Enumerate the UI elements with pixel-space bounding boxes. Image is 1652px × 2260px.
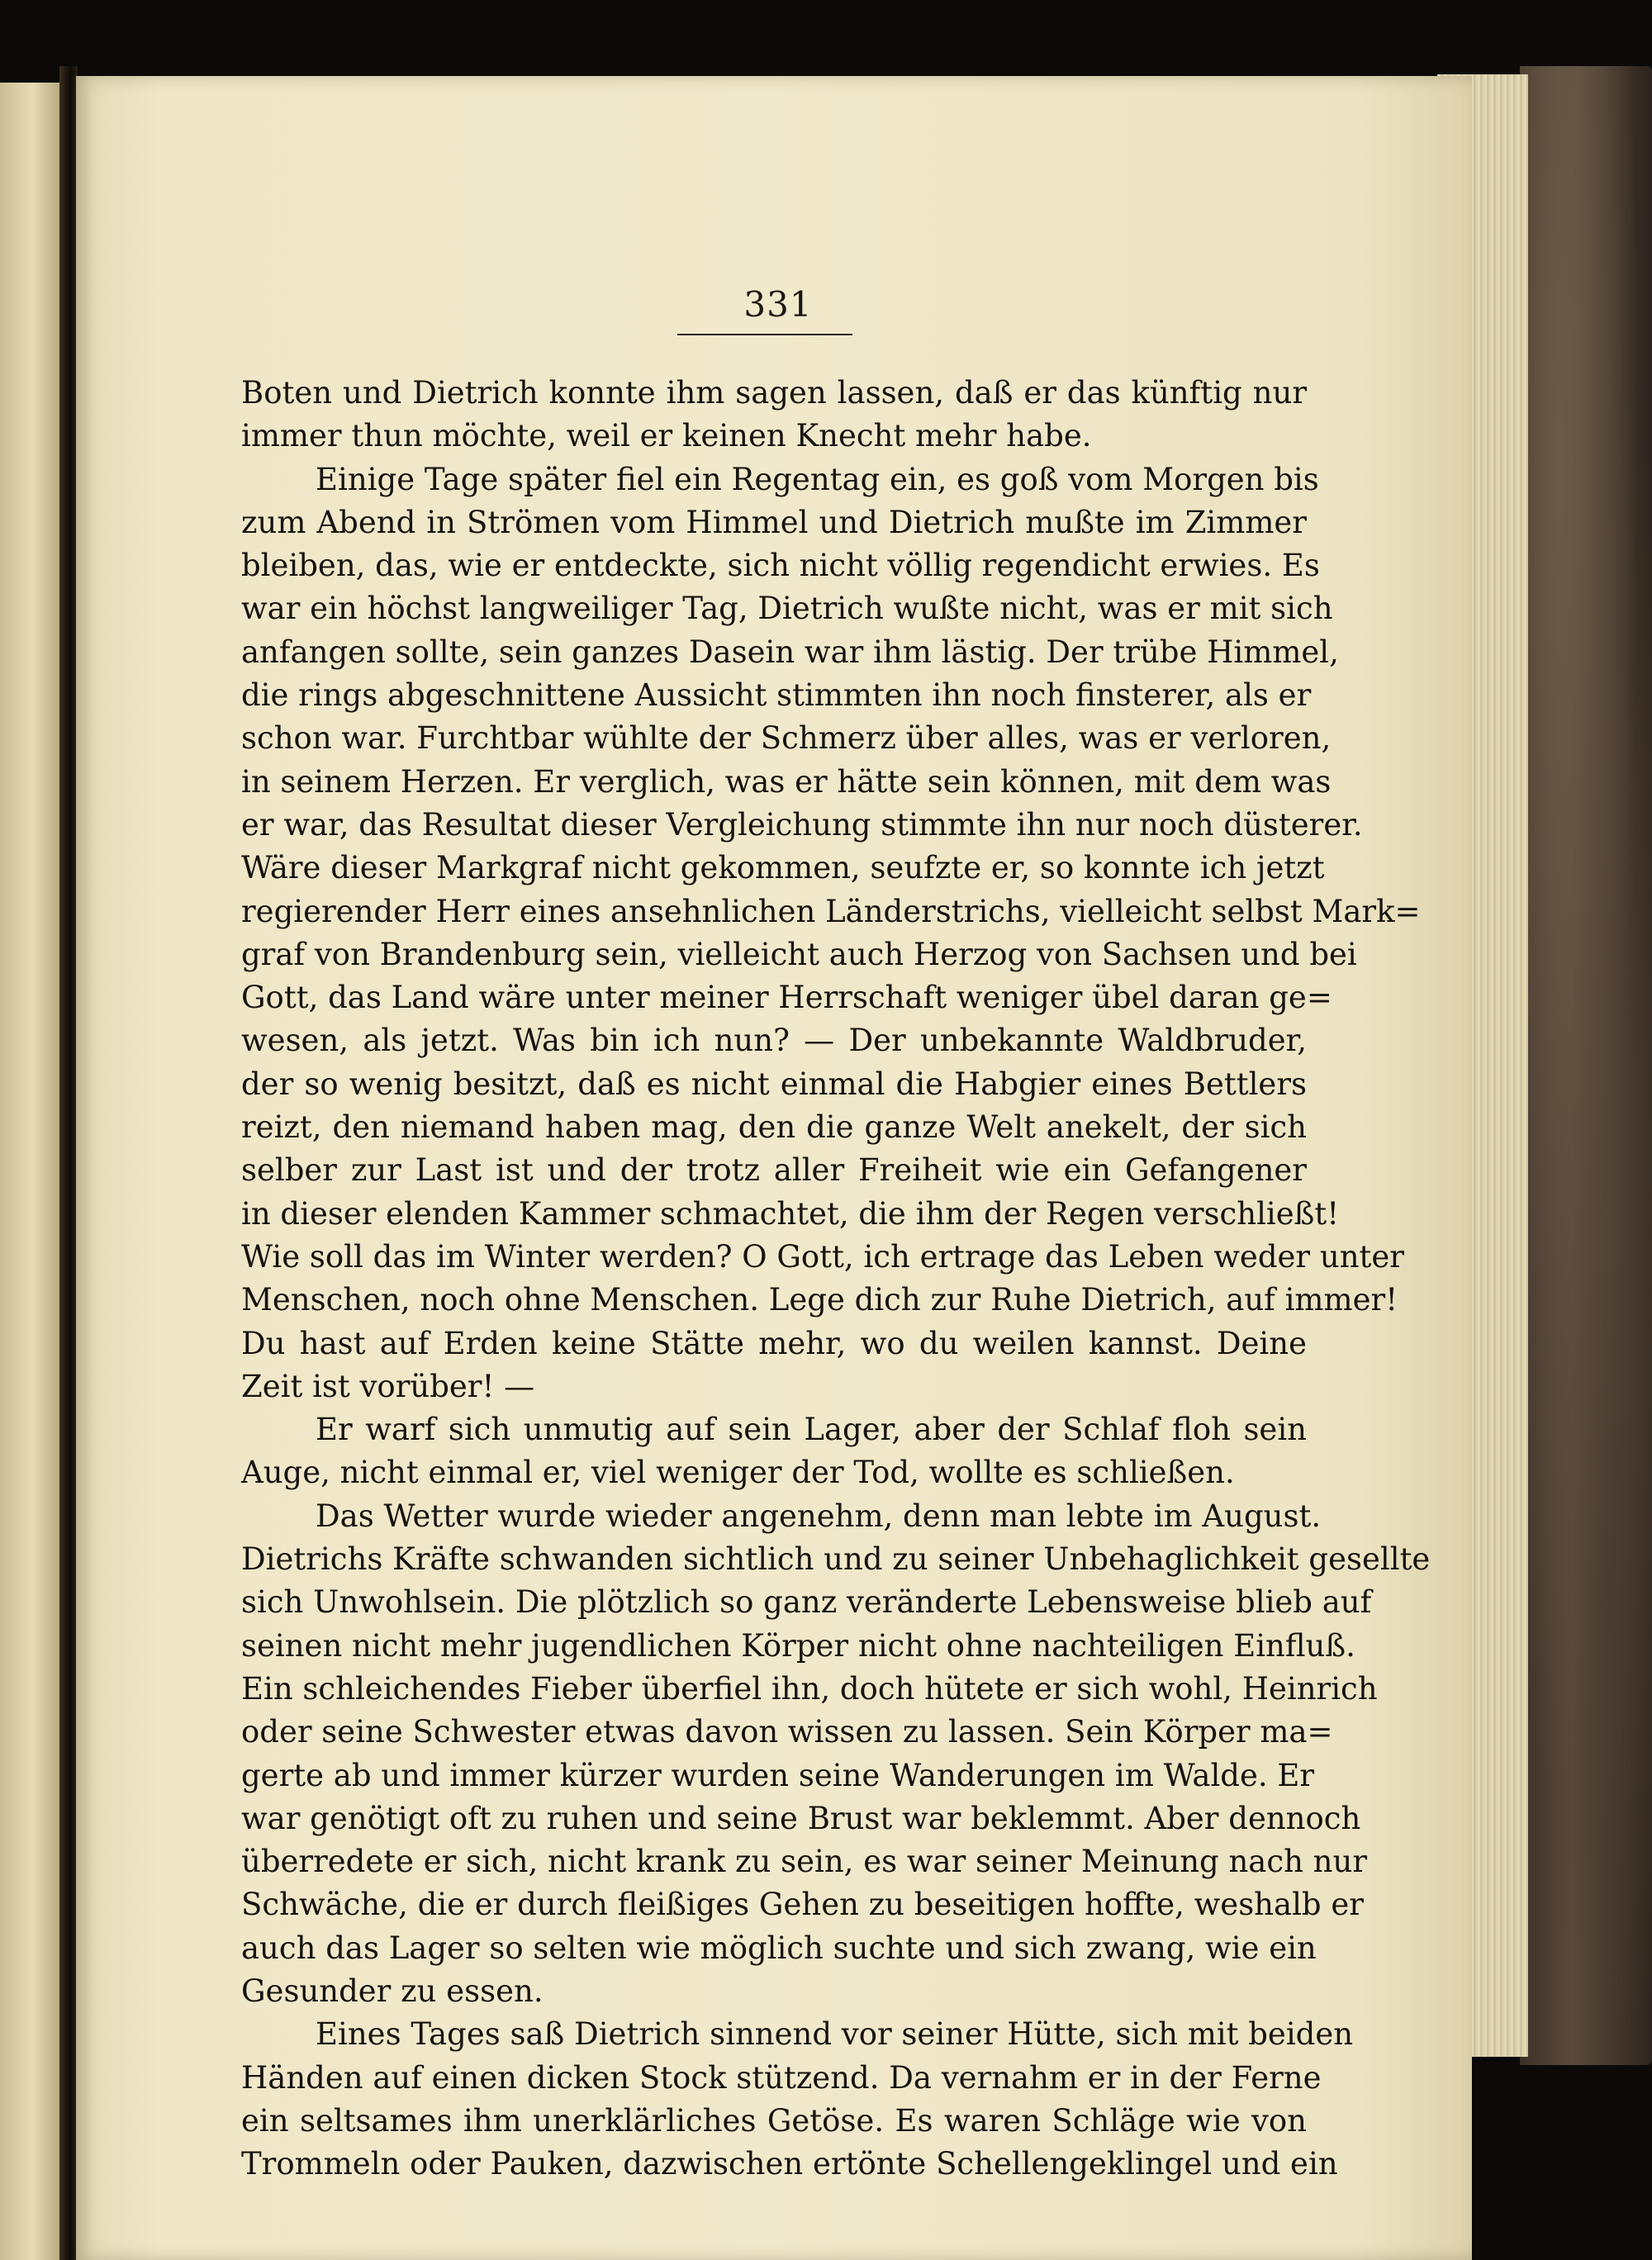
page-number: 331 [743,284,813,325]
text-line: Trommeln oder Pauken, dazwischen ertönte Schellengeklingel und ein [241,2146,1338,2182]
book-cover [1520,66,1652,2065]
text-line: Das Wetter wurde wieder angenehm, denn man lebte im August. [316,1498,1322,1534]
text-line: Eines Tages saß Dietrich sinnend vor seiner Hütte, sich mit beiden [316,2016,1354,2053]
text-line: Gott, das Land wäre unter meiner Herrschaft weniger übel daran ge= [241,980,1332,1016]
book-page [76,76,1472,2260]
text-line: war genötigt oft zu ruhen und seine Brust war beklemmt. Aber dennoch [241,1800,1361,1836]
text-line: wesen, als jetzt. Was bin ich nun? — Der unbekannte Waldbruder, [241,1023,1307,1059]
text-line: graf von Brandenburg sein, vielleicht auch Herzog von Sachsen und bei [241,936,1357,972]
text-line: Dietrichs Kräfte schwanden sichtlich und zu seiner Unbehaglichkeit gesellte [241,1541,1431,1578]
text-line: auch das Lager so selten wie möglich suchte und sich zwang, wie ein [241,1930,1317,1966]
text-line: Gesunder zu essen. [241,1973,544,2009]
text-line: selber zur Last ist und der trotz aller Freiheit wie ein Gefangener [241,1152,1307,1189]
facing-page-edge [0,83,59,2260]
text-line: seinen nicht mehr jugendlichen Körper nicht ohne nachteiligen Einfluß. [241,1627,1355,1664]
text-line: Du hast auf Erden keine Stätte mehr, wo du weilen kannst. Deine [241,1325,1307,1361]
text-line: sich Unwohlsein. Die plötzlich so ganz veränderte Lebensweise blieb auf [241,1584,1372,1621]
text-line: Zeit ist vorüber! — [241,1368,535,1404]
text-line: die rings abgeschnittene Aussicht stimmten ihn noch finsterer, als er [241,677,1312,714]
text-line: Menschen, noch ohne Menschen. Lege dich zur Ruhe Dietrich, auf immer! [241,1282,1398,1318]
text-line: Ein schleichendes Fieber überfiel ihn, doch hütete er sich wohl, Heinrich [241,1670,1378,1707]
text-line: in seinem Herzen. Er verglich, was er hätte sein können, mit dem was [241,763,1332,800]
body-text [241,372,1431,2186]
book-gutter [59,66,78,2260]
text-line: anfangen sollte, sein ganzes Dasein war ihm lästig. Der trübe Himmel, [241,634,1339,670]
text-line: ein seltsames ihm unerklärliches Getöse. Es waren Schläge wie von [241,2102,1307,2139]
text-line: Wäre dieser Markgraf nicht gekommen, seufzte er, so konnte ich jetzt [241,850,1325,886]
text-line: der so wenig besitzt, daß es nicht einmal die Habgier eines Bettlers [241,1066,1307,1102]
text-line: bleiben, das, wie er entdeckte, sich nicht völlig regendicht erwies. Es [241,548,1320,584]
text-line: Schwäche, die er durch fleißiges Gehen zu beseitigen hoffte, weshalb er [241,1887,1364,1923]
text-line: zum Abend in Strömen vom Himmel und Dietrich mußte im Zimmer [241,504,1307,540]
text-line: Er warf sich unmutig auf sein Lager, aber der Schlaf floh sein [316,1412,1307,1448]
text-line: schon war. Furchtbar wühlte der Schmerz über alles, was er verloren, [241,720,1332,757]
text-line: war ein höchst langweiliger Tag, Dietrich wußte nicht, was er mit sich [241,591,1333,627]
text-line: in dieser elenden Kammer schmachtet, die ihm der Regen verschließt! [241,1195,1340,1232]
text-line: er war, das Resultat dieser Vergleichung stimmte ihn nur noch düsterer. [241,806,1363,843]
text-line: Boten und Dietrich konnte ihm sagen lassen, daß er das künftig nur [241,375,1307,411]
text-line: immer thun möchte, weil er keinen Knecht mehr habe. [241,418,1092,454]
text-line: Einige Tage später fiel ein Regentag ein, es goß vom Morgen bis [316,461,1319,497]
text-line: Händen auf einen dicken Stock stützend. Da vernahm er in der Ferne [241,2059,1322,2096]
header-rule [677,334,852,335]
text-line: Auge, nicht einmal er, viel weniger der Tod, wollte es schließen. [241,1455,1235,1491]
text-line: gerte ab und immer kürzer wurden seine Wanderungen im Walde. Er [241,1757,1315,1793]
text-line: oder seine Schwester etwas davon wissen zu lassen. Sein Körper ma= [241,1714,1333,1750]
text-line: regierender Herr eines ansehnlichen Länderstrichs, vielleicht selbst Mark= [241,893,1421,929]
text-line: Wie soll das im Winter werden? O Gott, ich ertrage das Leben weder unter [241,1238,1404,1275]
text-line: reizt, den niemand haben mag, den die ganze Welt anekelt, der sich [241,1109,1307,1146]
text-line: überredete er sich, nicht krank zu sein, es war seiner Meinung nach nur [241,1844,1368,1880]
